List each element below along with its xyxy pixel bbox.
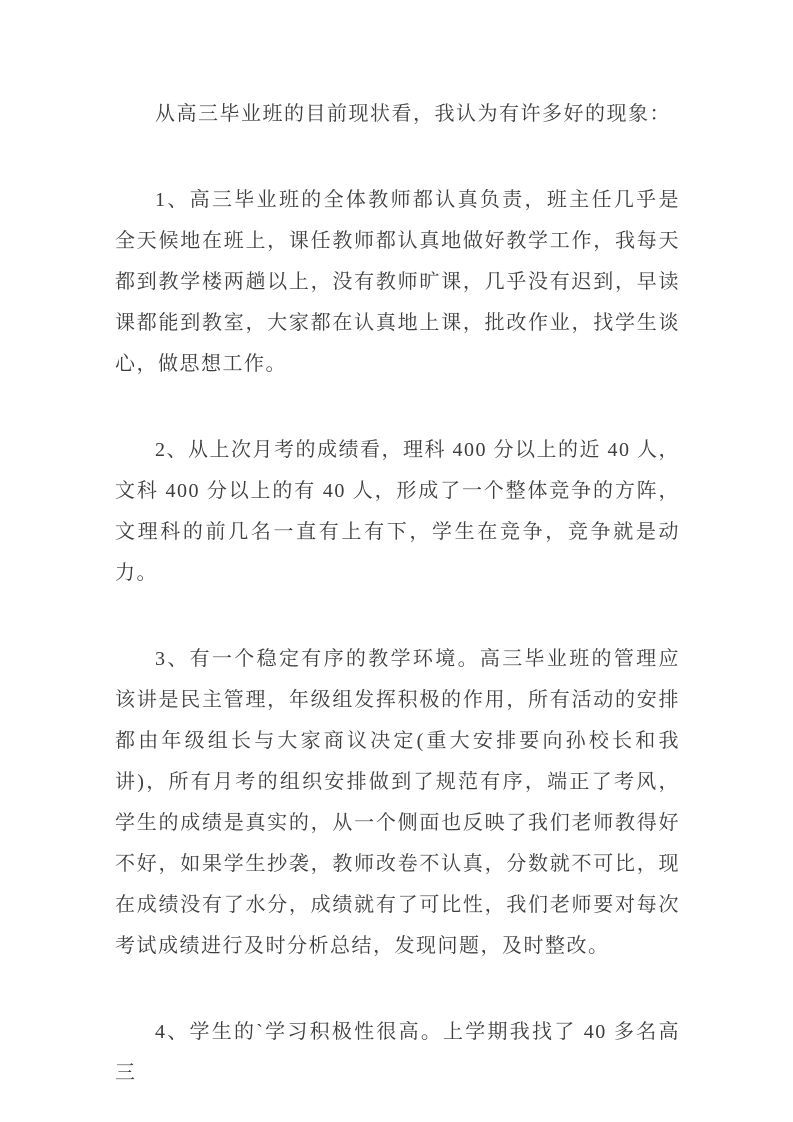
document-body — [115, 94, 680, 1094]
intro-paragraph: 从高三毕业班的目前现状看，我认为有许多好的现象： — [155, 103, 671, 125]
paragraph-point-2: 2、从上次月考的成绩看，理科 400 分以上的近 40 人，文科 400 分以上的有 40 人，形成了一个整体竞争的方阵，文理科的前几名一直有上有下，学生在竞争，竞争就是动力。 — [115, 439, 680, 584]
paragraph-point-1: 1、高三毕业班的全体教师都认真负责，班主任几乎是全天候地在班上，课任教师都认真地做好教学工作，我每天都到教学楼两趟以上，没有教师旷课，几乎没有迟到，早读课都能到教室，大家都在认真地上课，批改作业，找学生谈心，做思想工作。 — [115, 189, 680, 375]
paragraph-point-4-truncated: 4、学生的`学习积极性很高。上学期我找了 40 多名高三 — [115, 1021, 680, 1084]
paragraph-point-3: 3、有一个稳定有序的教学环境。高三毕业班的管理应该讲是民主管理，年级组发挥积极的作用，所有活动的安排都由年级组长与大家商议决定(重大安排要向孙校长和我讲)，所有月考的组织安排做到了规范有序，端正了考风，学生的成绩是真实的，从一个侧面也反映了我们老师教得好不好，如果学生抄袭，教师改卷不认真，分数就不可比，现在成绩没有了水分，成绩就有了可比性，我们老师要对每次考试成绩进行及时分析总结，发现问题，及时整改。 — [115, 648, 680, 957]
